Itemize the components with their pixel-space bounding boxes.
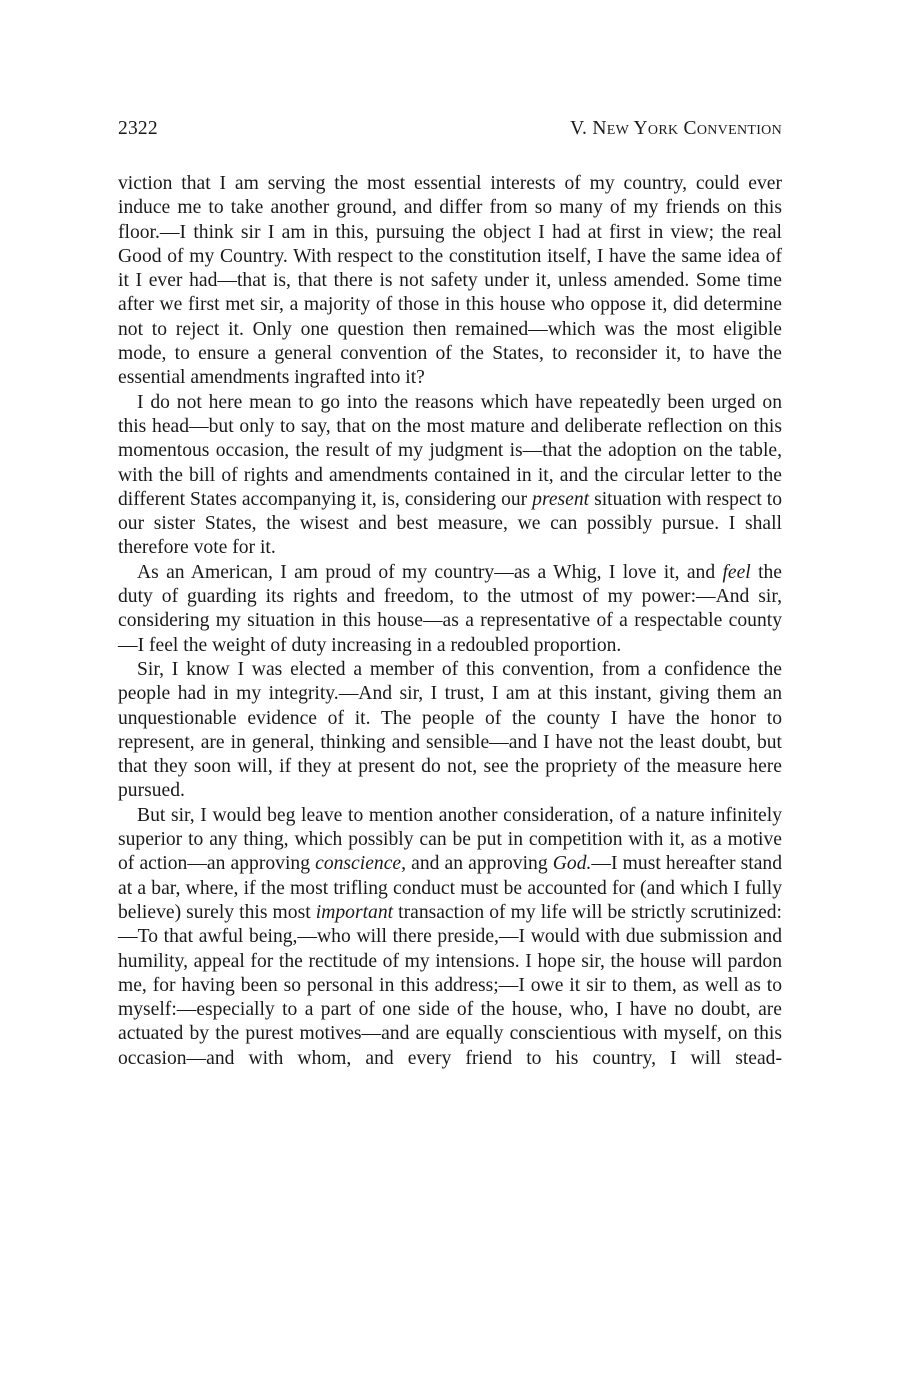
paragraph bbox=[118, 391, 782, 561]
section-title: V. New York Convention bbox=[570, 118, 782, 139]
paragraph bbox=[118, 172, 782, 391]
paragraph bbox=[118, 658, 782, 804]
text-run: Sir, I know I was elected a member of this convention, from a confidence the people had in my integrity.—And sir, I trust, I am at this instant, giving them an unquestionable evidence of it. The people of the county I have the honor to represent, are in general, thinking and sensible—and I have not the least doubt, but that they soon will, if they at present do not, see the propriety of the measure here pursued. bbox=[118, 658, 782, 802]
italic-text: feel bbox=[722, 561, 751, 583]
text-run: and an approving bbox=[405, 853, 553, 875]
page-number: 2322 bbox=[118, 118, 158, 139]
italic-text: conscience, bbox=[315, 853, 406, 875]
paragraph bbox=[118, 561, 782, 658]
text-run: As an American, I am proud of my country—as a Whig, I love it, and bbox=[137, 561, 723, 583]
paragraph bbox=[118, 804, 782, 1071]
text-run: transaction of my life will be strictly scrutinized:—To that awful being,—who will there preside,—I would with due submission and humility, appeal for the rectitude of my intensions. I hope sir, the house will pardon me, for having been so personal in this address;—I owe it sir to them, as well as to myself:—especially to a part of one side of the house, who, I have no doubt, are actuated by the purest motives—and are equally conscientious with myself, on this occasion—and with whom, and every friend to his country, I will stead- bbox=[118, 901, 783, 1069]
text-run: But sir, I would beg leave to mention another consideration, of a nature infinitely superior to any thing, which possibly can be put in competition with it, as a motive of action—an approving bbox=[118, 804, 782, 875]
document-page bbox=[118, 118, 782, 1071]
italic-text: present bbox=[532, 488, 590, 510]
text-run: the duty of guarding its rights and freedom, to the utmost of my power:—And sir, considering my situation in this house—as a representative of a respectable county—I feel the weight of duty increasing in a redoubled proportion. bbox=[118, 561, 783, 656]
text-run: viction that I am serving the most essential interests of my country, could ever induce me to take another ground, and differ from so many of my friends on this floor.—I think sir I am in this, pursuing the object I had at first in view; the real Good of my Country. With respect to the constitution itself, I have the same idea of it I ever had—that is, that there is not safety under it, unless amended. Some time after we first met sir, a majority of those in this house who oppose it, did determine not to reject it. Only one question then remained—which was the most eligible mode, to ensure a general convention of the States, to reconsider it, to have the essential amendments ingrafted into it? bbox=[118, 173, 782, 389]
italic-text: important bbox=[315, 901, 394, 923]
italic-text: God. bbox=[552, 853, 592, 875]
text-run: situation with respect to our sister States, the wisest and best measure, we can possibly pursue. I shall therefore vote for it. bbox=[118, 488, 783, 559]
running-header bbox=[118, 118, 782, 154]
text-run: I do not here mean to go into the reasons which have repeatedly been urged on this head—but only to say, that on the most mature and deliberate reflection on this momentous occasion, the result of my judgment is—that the adoption on the table, with the bill of rights and amendments contained in it, and the circular letter to the different States accompanying it, is, considering our bbox=[118, 391, 782, 510]
text-run: —I must hereafter stand at a bar, where, if the most trifling conduct must be accounted for (and which I fully believe) surely this most bbox=[118, 853, 782, 923]
body-text bbox=[118, 172, 782, 1071]
